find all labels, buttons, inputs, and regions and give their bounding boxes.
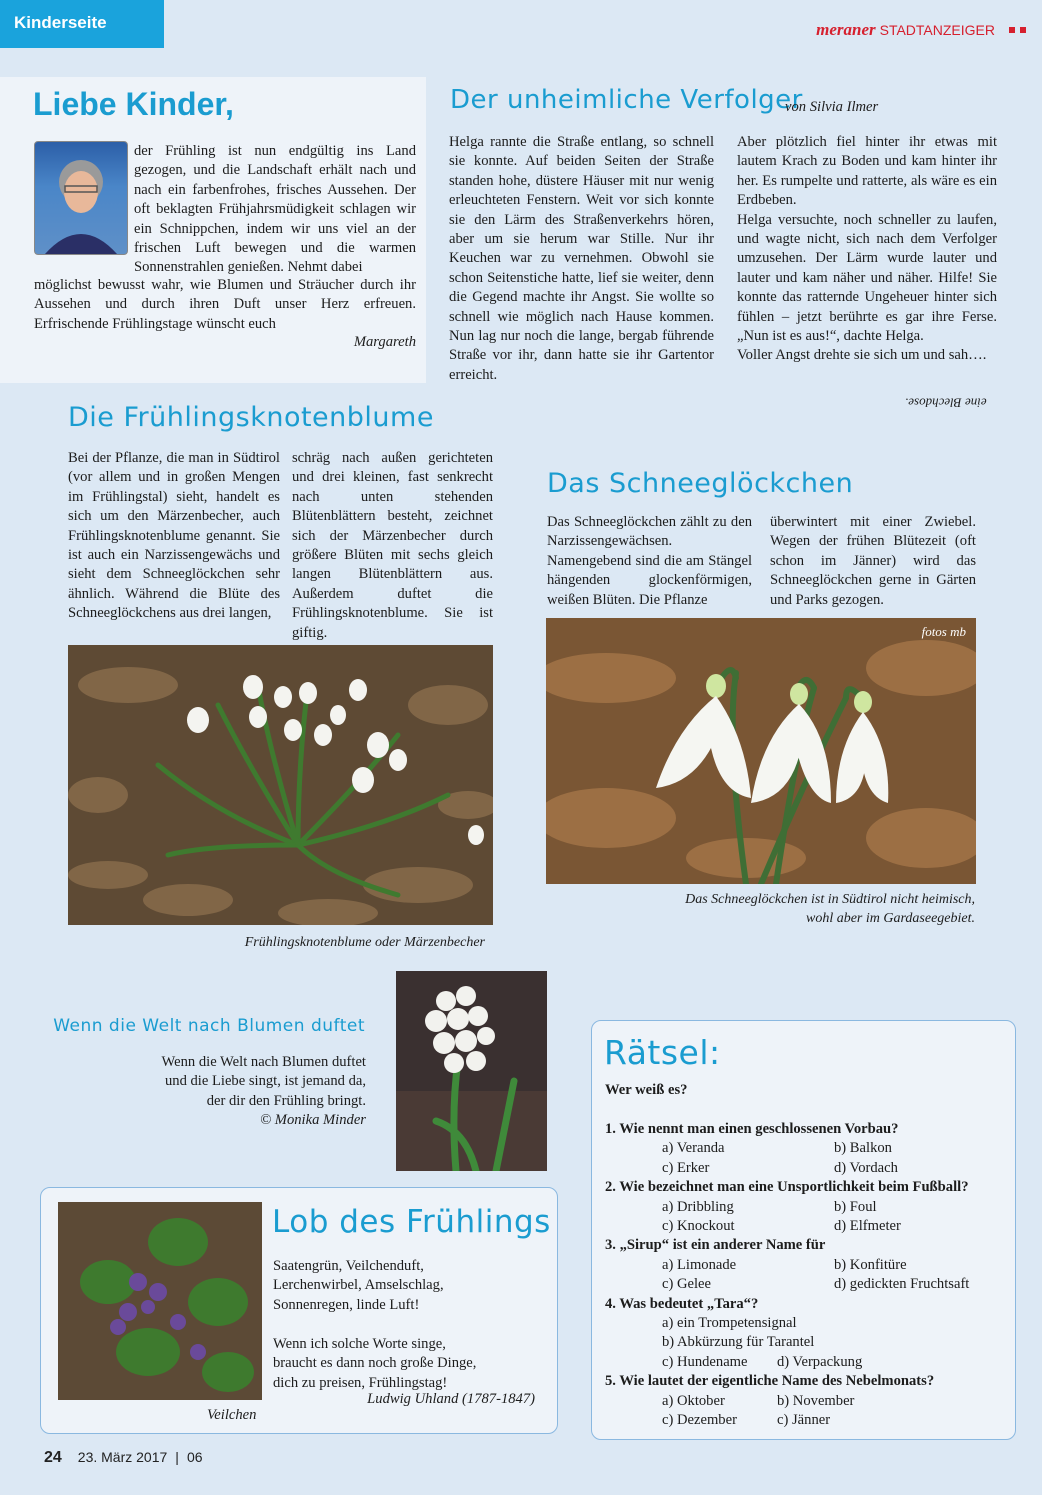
poem1-line: der dir den Frühling bringt. [206, 1092, 366, 1109]
schnee-title: Das Schneeglöckchen [547, 468, 854, 499]
story-col2-p3: Voller Angst drehte sie sich um und sah…. [737, 347, 987, 364]
story-col2-p1: Aber plötzlich fiel hinter ihr etwas mit lautem Krach zu Boden und kam hinter ihr her. Es rumpelte und ratterte, als wäre es ein Erdbeben. [737, 134, 997, 209]
quiz-title: Rätsel: [604, 1033, 721, 1072]
brand-squares-icon [1009, 27, 1026, 33]
schnee-col1: Das Schneeglöckchen zählt zu den Narzissengewächsen. Namengebend sind die am Stängel hängenden glockenförmigen, weißen Blüten. Die Pflanze [547, 514, 752, 608]
intro-text-full: möglichst bewusst wahr, wie Blumen und Sträucher durch ihr Aussehen und durch ihren Duft unser Herz erfreuen. Erfrischende Frühlingstage wünscht euch [34, 277, 416, 332]
quiz-subtitle: Wer weiß es? [605, 1082, 688, 1098]
footer-date: 23. März 2017 [77, 1449, 168, 1465]
poem1-title: Wenn die Welt nach Blumen duftet [53, 1016, 365, 1036]
story-col1: Helga rannte die Straße entlang, so schnell sie konnte. Auf beiden Seiten der Straße standen hohe, düstere Häuser mit nur wenig erleuchteten Fenstern. Weit vor sich konnte sie den Lärm des Straßenverkehrs hören, aber um sie herum war Stille. Nur ihr Keuchen war zu vernehmen. Obwohl sie schon Seitenstiche hatte, lief sie weiter, denn die Gegend machte ihr Angst. Sie wollte so schnell wie möglich nach Hause kommen. Nun lag nur noch die lange, bergab führende Straße vor ihr, dann hatte sie ihr Gartentor erreicht. [449, 134, 714, 383]
knotenblume-col1: Bei der Pflanze, die man in Südtirol (vor allem und in großen Mengen im Frühlingstal) sieht, handelt es sich um den Märzenbecher, auch Frühlingsknotenblume genannt. Sie ist auch ein Narzissengewächs und sieht dem Schneeglöckchen sehr ähnlich. Während die Blüte des Schneeglöckchens aus drei langen, [68, 450, 280, 622]
poem2-line: Sonnenregen, linde Luft! [273, 1296, 420, 1313]
knotenblume-caption: Frühlingsknotenblume oder Märzenbecher [244, 935, 485, 950]
section-tab [0, 0, 164, 48]
answer-row [605, 1198, 1005, 1217]
poem2-line: braucht es dann noch große Dinge, [273, 1355, 477, 1372]
poem2-stanza2 [273, 1335, 476, 1393]
schnee-caption-line1: Das Schneeglöckchen ist in Südtirol nicht heimisch, [685, 892, 975, 907]
answer-row [605, 1392, 1005, 1411]
story-title: Der unheimliche Verfolger [450, 85, 803, 115]
quiz-question [605, 1120, 1005, 1178]
question-text: 2. Wie bezeichnet man eine Unsportlichkeit beim Fußball? [605, 1179, 969, 1196]
intro-text-wrap: der Frühling ist nun endgültig ins Land gezogen, und die Landschaft erhält nach und nach ein farbenfrohes, frisches Aussehen. Der oft beklagten Frühjahrsmüdigkeit schlagen wir ein Schnippchen, indem wir uns viel an der frischen Luft bewegen und die warmen Sonnenstrahlen genießen. Nehmt dabei [134, 143, 416, 276]
schnee-photo-credit: fotos mb [921, 624, 966, 639]
veilchen-caption: Veilchen [207, 1407, 257, 1423]
poem2-stanza1 [273, 1257, 444, 1315]
poem2-line: Lerchenwirbel, Amselschlag, [273, 1277, 444, 1294]
answer-option: d) Elfmeter [834, 1218, 901, 1235]
quiz-question [605, 1372, 1005, 1430]
poem1-body [162, 1053, 366, 1131]
answer-option: c) Jänner [777, 1412, 831, 1429]
answer-option: a) Veranda [662, 1140, 725, 1157]
question-text: 4. Was bedeutet „Tara“? [605, 1295, 759, 1312]
schnee-photo [546, 618, 976, 884]
knotenblume-photo [68, 645, 493, 925]
poem1-line: und die Liebe singt, ist jemand da, [164, 1073, 366, 1090]
answer-option: a) Oktober [662, 1392, 725, 1409]
answer-row [605, 1275, 1005, 1294]
answer-option: c) Dezember [662, 1412, 737, 1429]
answer-option: d) Verpackung [777, 1353, 863, 1370]
answer-option: b) Abkürzung für Tarantel [662, 1334, 815, 1351]
schnee-caption-line2: wohl aber im Gardaseegebiet. [805, 911, 975, 927]
answer-option: c) Gelee [662, 1276, 712, 1293]
intro-title: Liebe Kinder, [33, 86, 234, 122]
answer-option: c) Erker [662, 1159, 710, 1176]
story-author: von Silvia Ilmer [785, 99, 879, 115]
story-col2-p2: Helga versuchte, noch schneller zu laufen, und wagte nicht, sich nach dem Verfolger umzusehen. Der Lärm wurde lauter und lauter und kam näher und näher. Hilfe! Sie konnte das ratternde Ungeheuer hinter sich fühlen – jetzt berührte es gar ihre Ferse. „Nun ist es aus!“, dachte Helga. [737, 211, 997, 345]
poem1-author: © Monika Minder [260, 1112, 366, 1129]
knotenblume-col2: schräg nach außen gerichteten und drei kleinen, fast senkrecht nach unten stehenden Blütenblättern besteht, zeichnet sich der Märzenbecher durch größere Blüten mit sechs gleich langen Blütenblättern aus. Außerdem duftet die Frühlingsknotenblume. Sie ist giftig. [292, 450, 493, 641]
poem2-author: Ludwig Uhland (1787-1847) [367, 1391, 535, 1407]
question-text: 5. Wie lautet der eigentliche Name des Nebelmonats? [605, 1373, 935, 1390]
section-tab-label: Kinderseite [14, 13, 107, 32]
answer-option: d) gedickten Fruchtsaft [834, 1276, 970, 1293]
brand-logo [816, 20, 1026, 40]
answer-row [605, 1256, 1005, 1275]
question-text: 1. Wie nennt man einen geschlossenen Vorbau? [605, 1121, 899, 1137]
story-col2 [737, 133, 997, 366]
story-solution-upside-down: eine Blechdose. [905, 395, 987, 411]
answer-option: a) Dribbling [662, 1198, 734, 1215]
poem2-title: Lob des Frühlings [272, 1204, 551, 1240]
quiz-question [605, 1236, 1005, 1294]
answer-option: b) Konfitüre [834, 1256, 907, 1273]
answer-option: c) Knockout [662, 1218, 735, 1235]
question-text: 3. „Sirup“ ist ein anderer Name für [605, 1237, 826, 1254]
answer-option: c) Hundename [662, 1353, 748, 1370]
author-portrait [34, 141, 128, 255]
page-number: 24 [44, 1449, 62, 1466]
answer-option: b) Foul [834, 1198, 877, 1215]
poem2-line: Wenn ich solche Worte singe, [273, 1336, 446, 1352]
quiz-question [605, 1295, 1005, 1373]
answer-row [605, 1411, 1005, 1430]
poem1-line: Wenn die Welt nach Blumen duftet [161, 1054, 366, 1070]
answer-row [605, 1139, 1005, 1158]
answer-option: d) Vordach [834, 1159, 898, 1176]
answer-option: a) ein Trompetensignal [662, 1315, 797, 1332]
answer-option: b) November [777, 1392, 855, 1409]
knotenblume-title: Die Frühlingsknotenblume [68, 402, 434, 433]
schnee-col2: überwintert mit einer Zwiebel. Wegen der frühen Blütezeit (oft schon im Jänner) wird das Schneeglöckchen gerne in Gärten und Parks gezogen. [770, 514, 976, 608]
schnee-caption [685, 890, 975, 929]
intro-signature: Margareth [353, 334, 416, 350]
hyacinth-photo [396, 971, 547, 1171]
answer-row [605, 1353, 1005, 1372]
poem2-line: dich zu preisen, Frühlingstag! [273, 1374, 448, 1391]
page-footer [44, 1449, 203, 1467]
answer-row [605, 1217, 1005, 1236]
answer-row [605, 1333, 1005, 1352]
brand-caps: STADTANZEIGER [879, 22, 995, 38]
poem2-line: Saatengrün, Veilchenduft, [273, 1258, 424, 1274]
answer-option: a) Limonade [662, 1256, 737, 1273]
answer-row [605, 1314, 1005, 1333]
footer-issue: 06 [186, 1449, 203, 1465]
brand-script: meraner [816, 20, 876, 39]
veilchen-photo [58, 1202, 262, 1400]
answer-option: b) Balkon [834, 1140, 892, 1157]
footer-separator: | [175, 1449, 179, 1465]
quiz-questions [605, 1120, 1005, 1431]
answer-row [605, 1159, 1005, 1178]
quiz-question [605, 1178, 1005, 1236]
